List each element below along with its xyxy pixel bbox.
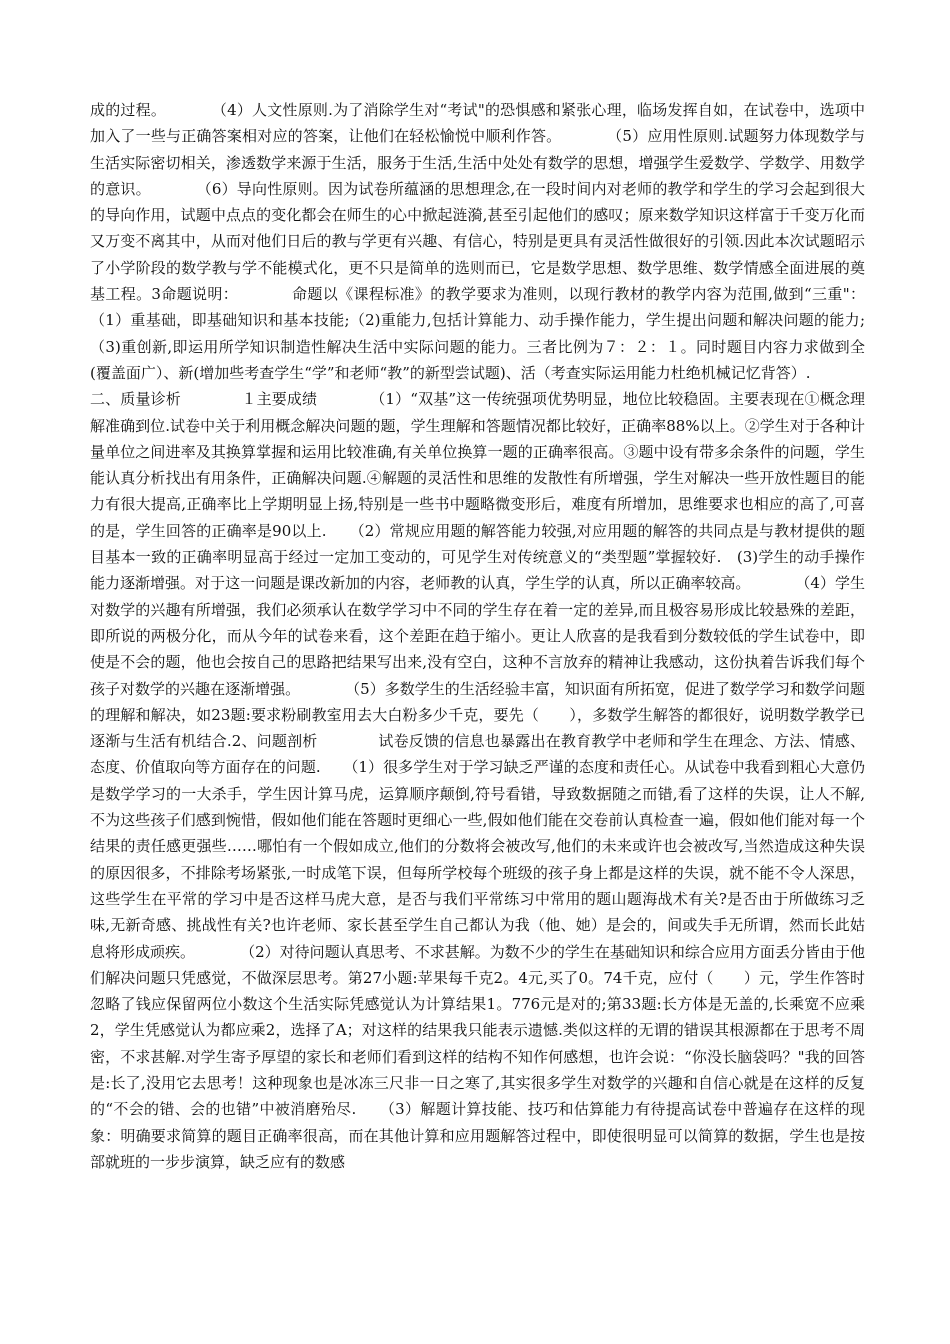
paragraph-quality-analysis: 二、质量诊析 １主要成绩 （1）“双基”这一传统强项优势明显，地位比较稳固。主要表现在①概念理解准确到位.试卷中关于利用概念解决问题的题，学生理解和答题情况都比较好，正确率88%以上。②学生对于各种计量单位之间进率及其换算掌握和运用比较准确,有关单位换算一题的正确率很高。③题中设有带多余条件的问题，学生能认真分析找出有用条件，正确解决问题.④解题的灵活性和思维的发散性有所增强，学生对解决一些开放性题目的能力有很大提高,正确率比上学期明显上扬,特别是一些书中题略微变形后，难度有所增加，思维要求也相应的高了,可喜的是，学生回答的正确率是90以上. （2）常规应用题的解答能力较强,对应用题的解答的共同点是与教材提供的题目基本一致的正确率明显高于经过一定加工变动的，可见学生对传统意义的“类型题”掌握较好. (3)学生的动手操作能力逐渐增强。对于这一问题是课改新加的内容，老师教的认真，学生学的认真，所以正确率较高。 （4）学生对数学的兴趣有所增强，我们必须承认在数学学习中不同的学生存在着一定的差异,而且极容易形成比较悬殊的差距，即所说的两极分化，而从今年的试卷来看，这个差距在趋于缩小。更让人欣喜的是我看到分数较低的学生试卷中，即使是不会的题，他也会按自己的思路把结果写出来,没有空白，这种不言放弃的精神让我感动，这份执着告诉我们每个孩子对数学的兴趣在逐渐增强。 （5）多数学生的生活经验丰富，知识面有所拓宽，促进了数学学习和数学问题的理解和解决，如23题:要求粉刷教室用去大白粉多少千克，要先（ ），多数学生解答的都很好，说明数学教学已逐渐与生活有机结合.2、问题剖析 试卷反馈的信息也暴露出在教育教学中老师和学生在理念、方法、情感、态度、价值取向等方面存在的问题. （1）很多学生对于学习缺乏严谨的态度和责任心。从试卷中我看到粗心大意仍是数学学习的一大杀手，学生因计算马虎，运算顺序颠倒,符号看错，导致数据随之而错,看了这样的失误，让人不解,不为这些孩子们感到惋惜，假如他们能在答题时更细心一些,假如他们能在交卷前认真检查一遍，假如他们能对每一个结果的责任感更强些……哪怕有一个假如成立,他们的分数将会被改写,他们的未来或许也会被改写,当然造成这种失误的原因很多，不排除考场紧张,一时成笔下误，但每所学校每个班级的孩子身上都是这样的失误，就不能不令人深思，这些学生在平常的学习中是否这样马虎大意，是否与我们平常练习中常用的题山题海战术有关?是否由于所做练习乏味,无新奇感、挑战性有关?也许老师、家长甚至学生自己都认为我（他、她）是会的，间或失手无所谓，然而长此姑息将形成顽疾。 （2）对待问题认真思考、不求甚解。为数不少的学生在基础知识和综合应用方面丢分皆由于他们解决问题只凭感觉，不做深层思考。第27小题:苹果每千克2。4元,买了0。74千克，应付（ ）元，学生作答时忽略了钱应保留两位小数这个生活实际凭感觉认为计算结果1。776元是对的;第33题:长方体是无盖的,长乘宽不应乘2，学生凭感觉认为都应乘2，选择了A；对这样的结果我只能表示遗憾.类似这样的无谓的错误其根源都在于思考不周密，不求甚解.对学生寄予厚望的家长和老师们看到这样的结构不知作何感想，也许会说：“你没长脑袋吗？"我的回答是:长了,没用它去思考！这种现象也是冰冻三尺非一日之寒了,其实很多学生对数学的兴趣和自信心就是在这样的反复的“不会的错、会的也错”中被消磨殆尽. （3）解题计算技能、技巧和估算能力有待提高试卷中普遍存在这样的现象：明确要求简算的题目正确率很高，而在其他计算和应用题解答过程中，即使很明显可以简算的数据，学生也是按部就班的一步步演算，缺乏应有的数感	[90, 390, 865, 1171]
document-body	[90, 97, 865, 1175]
paragraph-exam-principles: 成的过程。 （4）人文性原则.为了消除学生对“考试"的恐惧感和紧张心理，临场发挥自如，在试卷中，选项中加入了一些与正确答案相对应的答案，让他们在轻松愉悦中顺利作答。 （5）应用性原则.试题努力体现数学与生活实际密切相关，渗透数学来源于生活，服务于生活,生活中处处有数学的思想，增强学生爱数学、学数学、用数学的意识。 （6）导向性原则。因为试卷所蕴涵的思想理念,在一段时间内对老师的教学和学生的学习会起到很大的导向作用，试题中点点的变化都会在师生的心中掀起涟漪,甚至引起他们的感叹；原来数学知识这样富于千变万化而又万变不离其中，从而对他们日后的教与学更有兴趣、有信心，特别是更具有灵活性做很好的引领.因此本次试题昭示了小学阶段的数学教与学不能模式化，更不只是简单的选则而已，它是数学思想、数学思维、数学情感全面进展的奠基工程。3命题说明： 命题以《课程标准》的教学要求为准则，以现行教材的教学内容为范围,做到“三重"：（1）重基础，即基础知识和基本技能;（2)重能力,包括计算能力、动手操作能力，学生提出问题和解决问题的能力;（3)重创新,即运用所学知识制造性解决生活中实际问题的能力。三者比例为７：２：１。同时题目内容力求做到全(覆盖面广）、新(增加些考查学生“学”和老师“教”的新型尝试题)、活（考查实际运用能力杜绝机械记忆背答）.	[90, 101, 865, 382]
